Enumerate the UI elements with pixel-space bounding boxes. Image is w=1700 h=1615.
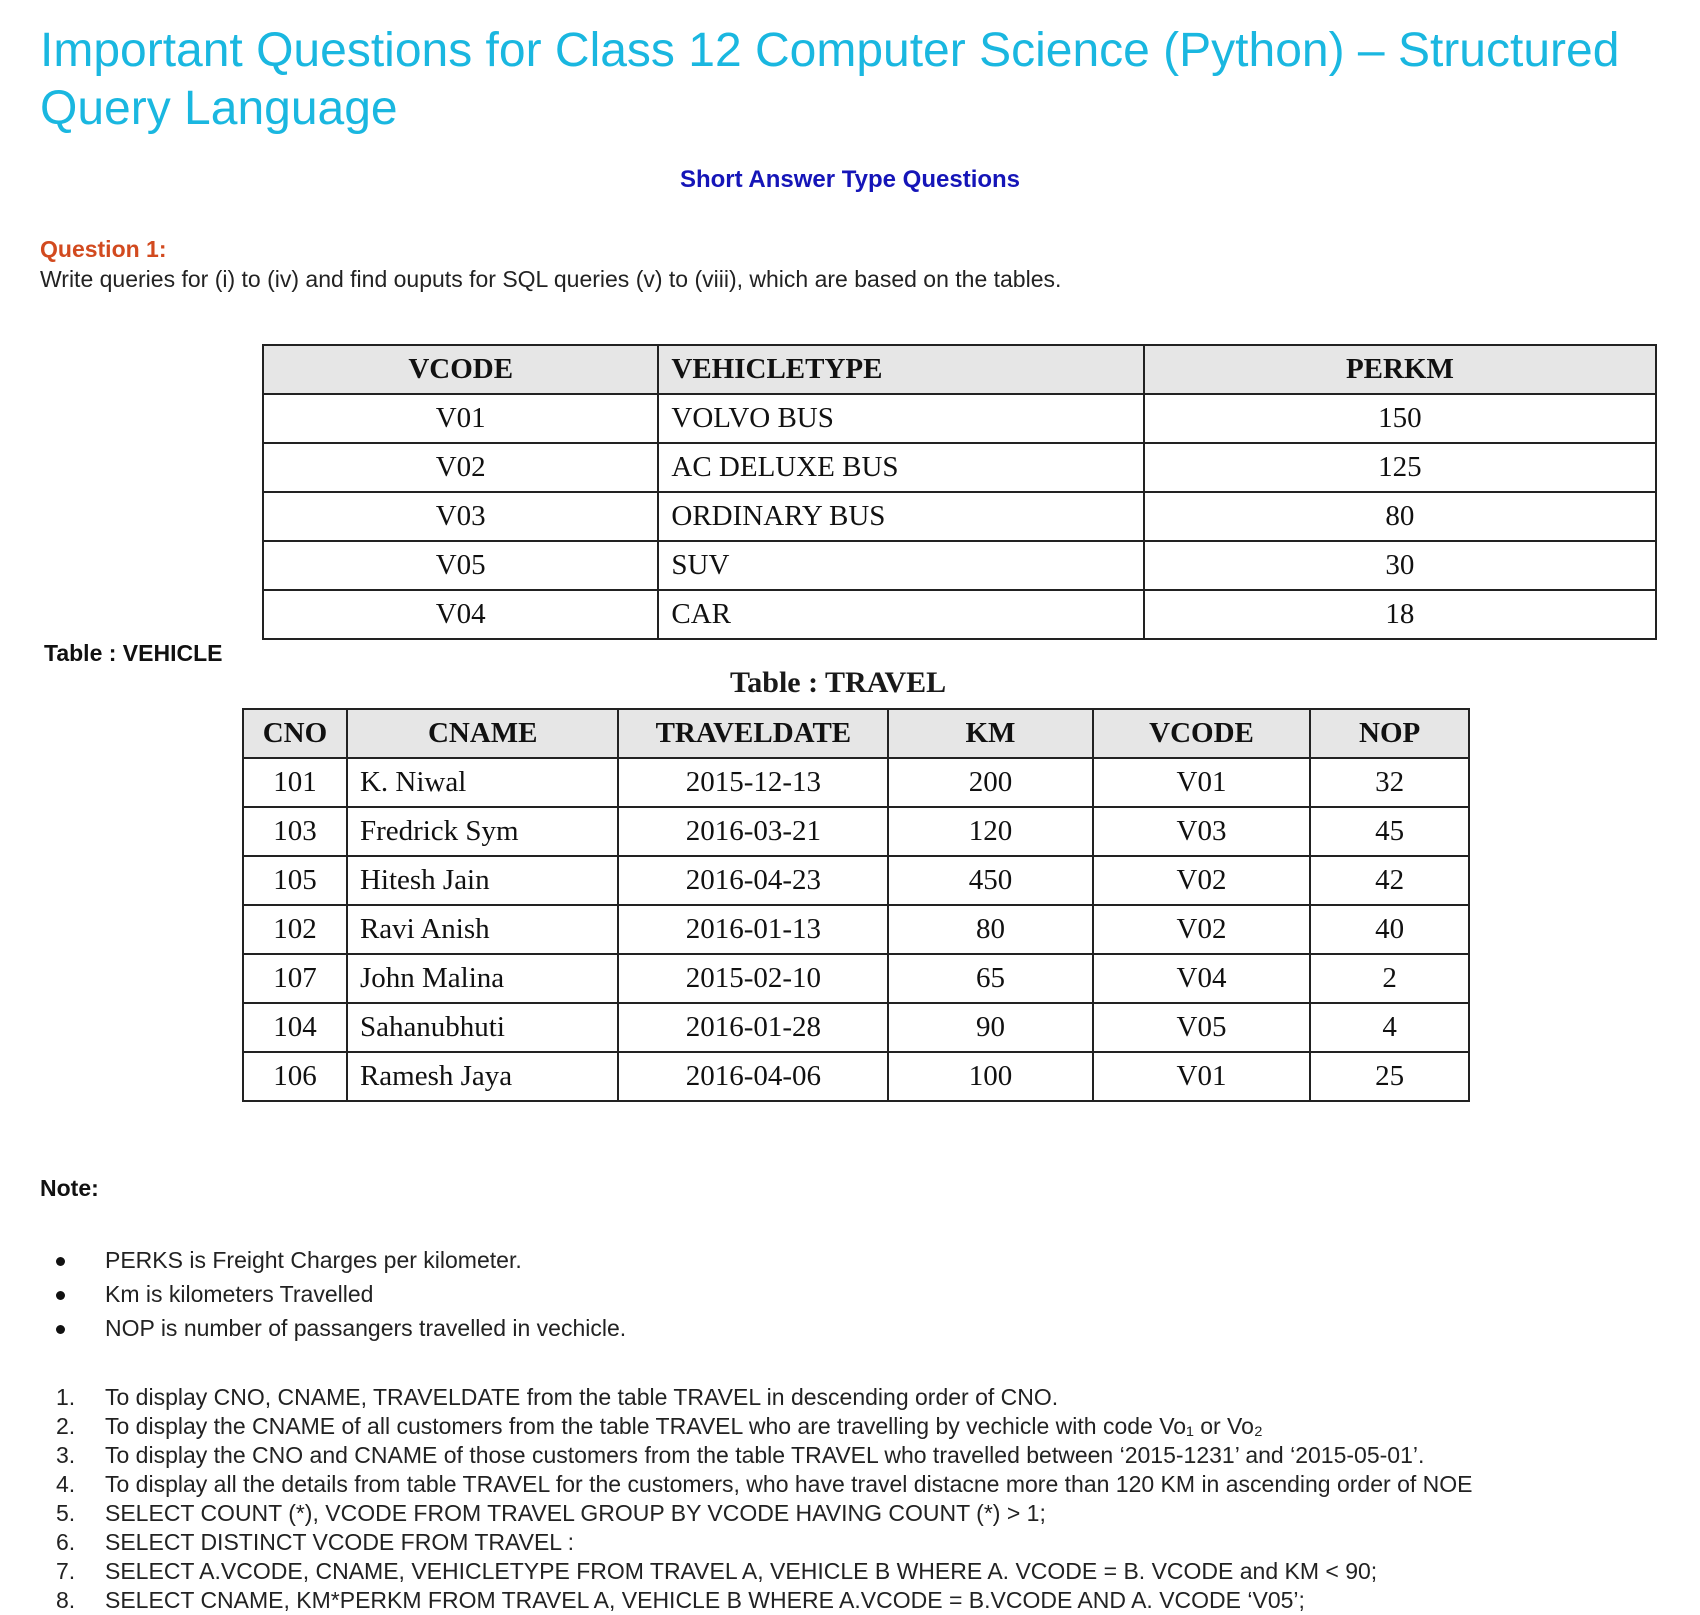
cell-traveldate: 2016-01-13 <box>618 905 888 954</box>
bullet-icon <box>56 1257 65 1266</box>
cell-km: 80 <box>888 905 1092 954</box>
cell-traveldate: 2016-04-06 <box>618 1052 888 1101</box>
travel-table-caption: Table : TRAVEL <box>730 666 947 699</box>
query-text: To display CNO, CNAME, TRAVELDATE from the table TRAVEL in descending order of CNO. <box>105 1384 1059 1410</box>
cell-cname: Ravi Anish <box>347 905 619 954</box>
cell-traveldate: 2016-03-21 <box>618 807 888 856</box>
query-text: To display all the details from table TRAVEL for the customers, who have travel distacne more than 120 KM in ascending order of NOE <box>105 1471 1473 1497</box>
list-item <box>40 1412 1472 1441</box>
list-item <box>40 1441 1472 1470</box>
header-cno: CNO <box>243 709 347 758</box>
cell-vcode: V01 <box>263 394 658 443</box>
cell-cno: 105 <box>243 856 347 905</box>
cell-vcode: V02 <box>263 443 658 492</box>
cell-traveldate: 2016-04-23 <box>618 856 888 905</box>
cell-vehicletype: ORDINARY BUS <box>658 492 1143 541</box>
cell-vehicletype: CAR <box>658 590 1143 639</box>
note-text: PERKS is Freight Charges per kilometer. <box>105 1247 522 1273</box>
query-text: SELECT COUNT (*), VCODE FROM TRAVEL GROUP BY VCODE HAVING COUNT (*) > 1; <box>105 1500 1046 1526</box>
cell-vcode: V02 <box>1093 905 1311 954</box>
note-list <box>40 1245 626 1347</box>
table-row <box>243 905 1469 954</box>
item-number: 5. <box>56 1500 76 1526</box>
table-row <box>243 954 1469 1003</box>
cell-vcode: V05 <box>263 541 658 590</box>
cell-km: 90 <box>888 1003 1092 1052</box>
cell-vcode: V01 <box>1093 1052 1311 1101</box>
cell-vcode: V01 <box>1093 758 1311 807</box>
header-km: KM <box>888 709 1092 758</box>
header-traveldate: TRAVELDATE <box>618 709 888 758</box>
list-item <box>40 1313 626 1347</box>
item-number: 4. <box>56 1471 76 1497</box>
cell-cname: K. Niwal <box>347 758 619 807</box>
cell-vcode: V04 <box>1093 954 1311 1003</box>
cell-cno: 103 <box>243 807 347 856</box>
cell-cno: 107 <box>243 954 347 1003</box>
cell-vcode: V03 <box>1093 807 1311 856</box>
header-cname: CNAME <box>347 709 619 758</box>
cell-nop: 42 <box>1310 856 1469 905</box>
note-text: NOP is number of passangers travelled in vechicle. <box>105 1315 627 1341</box>
query-text: SELECT A.VCODE, CNAME, VEHICLETYPE FROM TRAVEL A, VEHICLE B WHERE A. VCODE = B. VCODE and KM < 90; <box>105 1558 1378 1584</box>
query-text: To display the CNAME of all customers from the table TRAVEL who are travelling by vechicle with code Vo₁ or Vo₂ <box>105 1413 1263 1439</box>
note-text: Km is kilometers Travelled <box>105 1281 374 1307</box>
header-perkm: PERKM <box>1144 345 1656 394</box>
cell-km: 100 <box>888 1052 1092 1101</box>
cell-vehicletype: VOLVO BUS <box>658 394 1143 443</box>
item-number: 2. <box>56 1413 76 1439</box>
cell-cno: 104 <box>243 1003 347 1052</box>
header-vcode: VCODE <box>263 345 658 394</box>
cell-cname: Fredrick Sym <box>347 807 619 856</box>
header-nop: NOP <box>1310 709 1469 758</box>
item-number: 6. <box>56 1529 76 1555</box>
cell-perkm: 80 <box>1144 492 1656 541</box>
cell-nop: 32 <box>1310 758 1469 807</box>
cell-vcode: V02 <box>1093 856 1311 905</box>
table-row <box>243 856 1469 905</box>
section-heading: Short Answer Type Questions <box>679 166 1021 193</box>
table-row <box>263 590 1656 639</box>
cell-km: 120 <box>888 807 1092 856</box>
cell-cname: John Malina <box>347 954 619 1003</box>
cell-traveldate: 2015-02-10 <box>618 954 888 1003</box>
cell-perkm: 18 <box>1144 590 1656 639</box>
cell-vehicletype: SUV <box>658 541 1143 590</box>
list-item <box>40 1245 626 1279</box>
cell-nop: 40 <box>1310 905 1469 954</box>
cell-traveldate: 2016-01-28 <box>618 1003 888 1052</box>
cell-km: 200 <box>888 758 1092 807</box>
cell-vcode: V04 <box>263 590 658 639</box>
question-label: Question 1: <box>40 236 167 262</box>
table-header-row <box>243 709 1469 758</box>
cell-cno: 106 <box>243 1052 347 1101</box>
item-number: 7. <box>56 1558 76 1584</box>
travel-table <box>242 708 1470 1102</box>
cell-vcode: V05 <box>1093 1003 1311 1052</box>
table-row <box>263 541 1656 590</box>
cell-perkm: 125 <box>1144 443 1656 492</box>
table-row <box>263 394 1656 443</box>
list-item <box>40 1279 626 1313</box>
list-item <box>40 1383 1472 1412</box>
table-row <box>243 758 1469 807</box>
table-row <box>263 492 1656 541</box>
cell-nop: 45 <box>1310 807 1469 856</box>
table-row <box>263 443 1656 492</box>
query-text: SELECT CNAME, KM*PERKM FROM TRAVEL A, VEHICLE B WHERE A.VCODE = B.VCODE AND A. VCODE ‘V05’; <box>105 1587 1305 1613</box>
cell-nop: 25 <box>1310 1052 1469 1101</box>
cell-cno: 101 <box>243 758 347 807</box>
table-row <box>243 1003 1469 1052</box>
item-number: 1. <box>56 1384 76 1410</box>
cell-cname: Sahanubhuti <box>347 1003 619 1052</box>
vehicle-table <box>262 344 1657 640</box>
cell-vcode: V03 <box>263 492 658 541</box>
table-row <box>243 1052 1469 1101</box>
list-item <box>40 1557 1472 1586</box>
cell-nop: 4 <box>1310 1003 1469 1052</box>
query-text: To display the CNO and CNAME of those customers from the table TRAVEL who travelled between ‘2015-1231’ and ‘2015-05-01’. <box>105 1442 1425 1468</box>
bullet-icon <box>56 1291 65 1300</box>
cell-traveldate: 2015-12-13 <box>618 758 888 807</box>
cell-cname: Hitesh Jain <box>347 856 619 905</box>
list-item <box>40 1528 1472 1557</box>
list-item <box>40 1470 1472 1499</box>
table-row <box>243 807 1469 856</box>
query-text: SELECT DISTINCT VCODE FROM TRAVEL : <box>105 1529 575 1555</box>
bullet-icon <box>56 1325 65 1334</box>
item-number: 8. <box>56 1587 76 1613</box>
cell-perkm: 30 <box>1144 541 1656 590</box>
vehicle-table-caption: Table : VEHICLE <box>44 640 223 666</box>
cell-km: 450 <box>888 856 1092 905</box>
query-list <box>40 1383 1472 1615</box>
table-header-row <box>263 345 1656 394</box>
cell-nop: 2 <box>1310 954 1469 1003</box>
list-item <box>40 1499 1472 1528</box>
page-title: Important Questions for Class 12 Computer Science (Python) – Structured Query Language <box>40 24 1620 135</box>
header-vcode: VCODE <box>1093 709 1311 758</box>
cell-vehicletype: AC DELUXE BUS <box>658 443 1143 492</box>
cell-cname: Ramesh Jaya <box>347 1052 619 1101</box>
cell-km: 65 <box>888 954 1092 1003</box>
header-vehicletype: VEHICLETYPE <box>658 345 1143 394</box>
cell-perkm: 150 <box>1144 394 1656 443</box>
note-label: Note: <box>40 1175 99 1201</box>
item-number: 3. <box>56 1442 76 1468</box>
cell-cno: 102 <box>243 905 347 954</box>
question-text: Write queries for (i) to (iv) and find ouputs for SQL queries (v) to (viii), which are based on the tables. <box>40 266 1062 292</box>
